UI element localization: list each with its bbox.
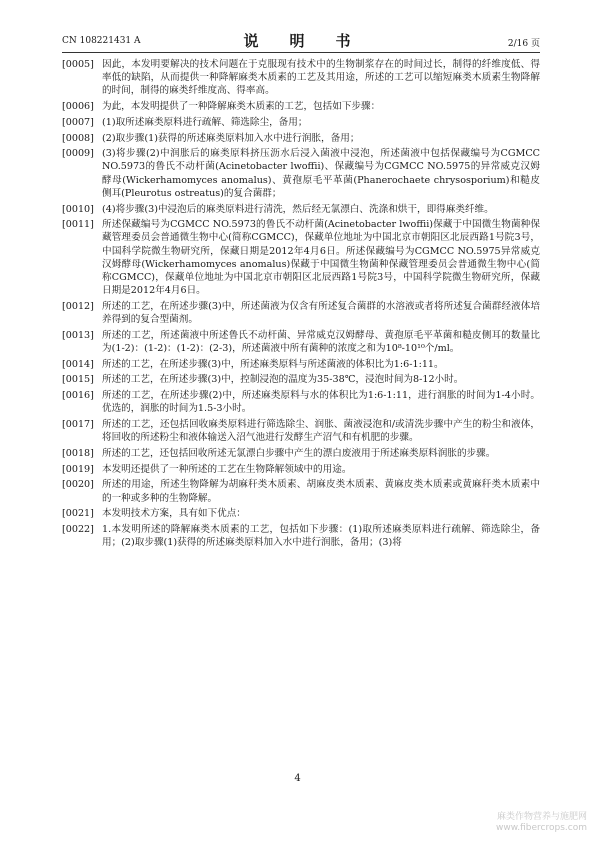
- paragraph-0010: [62, 203, 540, 216]
- paragraph-text: (3)将步骤(2)中润胀后的麻类原料挤压沥水后浸入菌液中浸泡，所述菌液中包括保藏编号为CGMCC NO.5973的鲁氏不动杆菌(Acinetobacter lwoffii)、保藏编号为CGMCC NO.5975的异常威克汉姆酵母(Wickerhamomyces anomalus)、黄孢原毛平革菌(Phanerochaete chrysosporium)和糙皮侧耳(Pleurotus ostreatus)的复合菌群；: [102, 148, 540, 199]
- paragraph-text: 所述的工艺，在所述步骤(3)中，所述麻类原料与所述菌液的体积比为1:6-1:11。: [102, 358, 444, 370]
- paragraph-number: [0014]: [62, 358, 94, 370]
- paragraph-0012: [62, 300, 540, 326]
- paragraph-0018: [62, 447, 540, 460]
- paragraph-number: [0011]: [62, 219, 94, 231]
- paragraph-text: 1.本发明所述的降解麻类木质素的工艺，包括如下步骤：(1)取所述麻类原料进行疏解、筛选除尘，备用；(2)取步骤(1)获得的所述麻类原料加入水中进行润胀，备用；(3)将: [102, 524, 540, 549]
- paragraph-number: [0016]: [62, 390, 94, 402]
- paragraph-0022: [62, 523, 540, 549]
- paragraph-text: (1)取所述麻类原料进行疏解、筛选除尘，备用；: [102, 116, 308, 128]
- paragraph-0007: [62, 116, 540, 129]
- paragraph-text: 所述的工艺，在所述步骤(3)中，控制浸泡的温度为35-38℃，浸泡时间为8-12小时。: [102, 374, 464, 386]
- header-rule: [62, 52, 540, 53]
- paragraph-text: 本发明还提供了一种所述的工艺在生物降解领域中的用途。: [102, 463, 352, 475]
- paragraph-0019: [62, 463, 540, 476]
- paragraph-number: [0019]: [62, 463, 94, 475]
- paragraph-number: [0006]: [62, 101, 94, 113]
- paragraph-text: (4)将步骤(3)中浸泡后的麻类原料进行清洗，然后经无氯漂白、洗涤和烘干，即得麻类纤维。: [102, 203, 494, 215]
- paragraph-text: (2)取步骤(1)获得的所述麻类原料加入水中进行润胀，备用；: [102, 132, 360, 144]
- paragraph-text: 所述的工艺，在所述步骤(2)中，所述麻类原料与水的体积比为1:6-1:11，进行润胀的时间为1-4小时。优选的，润胀的时间为1.5-3小时。: [102, 390, 540, 415]
- paragraph-0014: [62, 358, 540, 371]
- paragraph-0015: [62, 373, 540, 386]
- watermark: [496, 812, 587, 834]
- paragraph-0006: [62, 100, 540, 113]
- paragraph-text: 为此，本发明提供了一种降解麻类木质素的工艺，包括如下步骤：: [102, 101, 381, 113]
- paragraph-0017: [62, 418, 540, 444]
- paragraph-0016: [62, 389, 540, 415]
- paragraph-0008: [62, 132, 540, 145]
- paragraph-text: 所述的用途，所述生物降解为胡麻秆类木质素、胡麻皮类木质素、黄麻皮类木质素或黄麻秆类木质素中的一种或多种的生物降解。: [102, 479, 540, 504]
- document-title: 说 明 书: [243, 32, 359, 50]
- paragraph-text: 所述的工艺，还包括回收所述无氯漂白步骤中产生的漂白废液用于所述麻类原料润胀的步骤。: [102, 447, 496, 459]
- paragraph-number: [0010]: [62, 203, 94, 215]
- watermark-site-name: 麻类作物营养与施肥网: [496, 812, 587, 822]
- paragraph-0013: [62, 329, 540, 355]
- page-indicator: 2/16 页: [507, 39, 540, 49]
- paragraph-0011: [62, 218, 540, 297]
- paragraph-text: 所述的工艺，在所述步骤(3)中，所述菌液为仅含有所述复合菌群的水溶液或者将所述复合菌群经液体培养得到的复合型菌剂。: [102, 300, 540, 326]
- paragraph-number: [0018]: [62, 447, 94, 459]
- paragraph-number: [0020]: [62, 479, 94, 491]
- paragraph-number: [0008]: [62, 132, 94, 144]
- paragraph-number: [0021]: [62, 508, 94, 520]
- paragraph-number: [0009]: [62, 148, 94, 160]
- paragraph-number: [0005]: [62, 59, 94, 70]
- paragraph-text: 所述保藏编号为CGMCC NO.5973的鲁氏不动杆菌(Acinetobacter lwoffii)保藏于中国微生物菌种保藏管理委员会普通微生物中心(简称CGMCC)，保藏单位地址为中国北京市朝阳区北辰西路1号院3号，中国科学院微生物研究所，保藏日期是2012年4月6日。所述保藏编号为CGMCC NO.5975异常威克汉姆酵母(Wickerhamomyces anomalus)保藏于中国微生物菌种保藏管理委员会普通微生物中心(简称CGMCC)，保藏单位地址为中国北京市朝阳区北辰西路1号院3号，中国科学院微生物研究所，保藏日期是2012年4月6日。: [102, 219, 540, 297]
- paragraph-number: [0012]: [62, 300, 94, 312]
- paragraph-text: 所述的工艺，还包括回收麻类原料进行筛选除尘、润胀、菌液浸泡和/或清洗步骤中产生的粉尘和液体，将回收的所述粉尘和液体输送入沼气池进行发酵生产沼气和有机肥的步骤。: [102, 419, 540, 444]
- paragraph-number: [0015]: [62, 374, 94, 386]
- paragraph-0009: [62, 147, 540, 200]
- page-header: [62, 30, 540, 50]
- paragraph-text: 本发明技术方案，具有如下优点：: [102, 508, 246, 520]
- paragraph-0021: [62, 507, 540, 520]
- paragraph-number: [0007]: [62, 116, 94, 128]
- paragraph-0020: [62, 478, 540, 504]
- paragraph-text: 所述的工艺，所述菌液中所述鲁氏不动杆菌、异常威克汉姆酵母、黄孢原毛平革菌和糙皮侧耳的数量比为(1-2)：(1-2)：(1-2)：(2-3)，所述菌液中所有菌种的浓度之和为10⁸-10¹⁰个/ml。: [102, 329, 540, 355]
- paragraph-0005: [62, 58, 540, 98]
- watermark-url: www.fibercrops.com: [496, 823, 587, 833]
- paragraph-number: [0022]: [62, 524, 94, 535]
- paragraph-number: [0017]: [62, 419, 94, 431]
- paragraph-text: 因此，本发明要解决的技术问题在于克服现有技术中的生物制浆存在的时间过长，制得的纤维度低、得率低的缺陷，从而提供一种降解麻类木质素的工艺及其用途，所述的工艺可以缩短麻类木质素生物降解的时间，制得的麻类纤维度高、得率高。: [102, 59, 540, 97]
- document-body: [62, 58, 540, 552]
- paragraph-number: [0013]: [62, 329, 94, 341]
- patent-number: CN 108221431 A: [62, 36, 141, 46]
- page-number: 4: [294, 773, 301, 784]
